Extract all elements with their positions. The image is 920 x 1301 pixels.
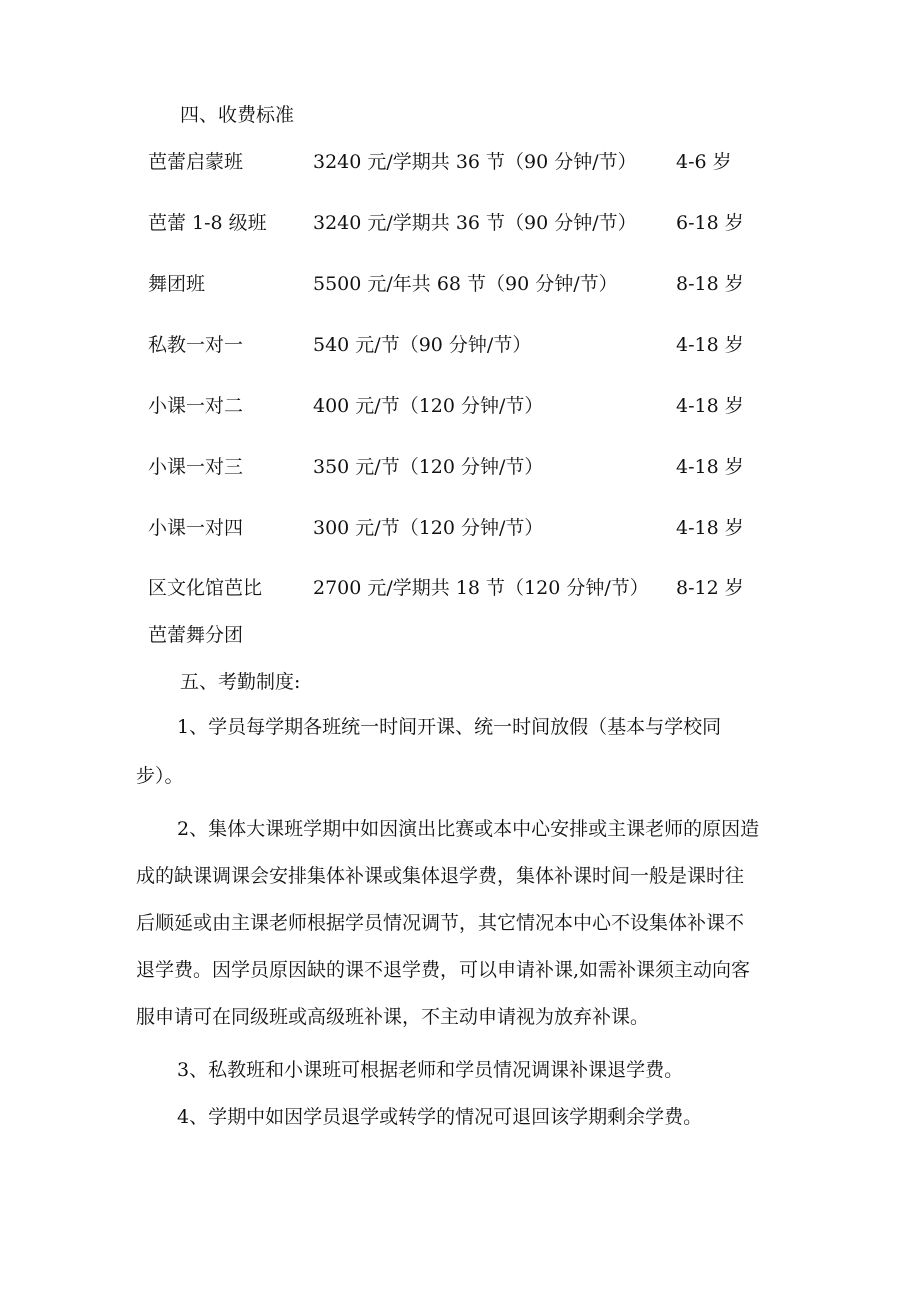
class-price: 300 元/节（120 分钟/节） bbox=[313, 517, 544, 539]
paragraph-line: 后顺延或由主课老师根据学员情况调节，其它情况本中心不设集体补课不 bbox=[136, 912, 745, 934]
class-age: 4-6 岁 bbox=[676, 151, 732, 173]
class-age: 8-18 岁 bbox=[676, 273, 744, 295]
class-price: 540 元/节（90 分钟/节） bbox=[313, 334, 532, 356]
class-price: 2700 元/学期共 18 节（120 分钟/节） bbox=[313, 577, 649, 599]
class-age: 6-18 岁 bbox=[676, 212, 744, 234]
class-name: 小课一对四 bbox=[148, 517, 244, 539]
attendance-section-heading: 五、考勤制度: bbox=[180, 671, 301, 693]
class-price: 3240 元/学期共 36 节（90 分钟/节） bbox=[313, 151, 637, 173]
class-name: 芭蕾启蒙班 bbox=[148, 151, 244, 173]
fee-section-heading: 四、收费标准 bbox=[180, 104, 295, 126]
paragraph-line: 步）。 bbox=[136, 765, 184, 787]
attendance-paragraph-4: 4、学期中如因学员退学或转学的情况可退回该学期剩余学费。 bbox=[177, 1106, 703, 1128]
class-age: 4-18 岁 bbox=[676, 456, 744, 478]
class-price: 5500 元/年共 68 节（90 分钟/节） bbox=[313, 273, 618, 295]
class-name: 私教一对一 bbox=[148, 334, 244, 356]
class-price: 350 元/节（120 分钟/节） bbox=[313, 456, 544, 478]
class-age: 4-18 岁 bbox=[676, 517, 744, 539]
class-name: 芭蕾 1-8 级班 bbox=[148, 212, 267, 234]
paragraph-line: 2、集体大课班学期中如因演出比赛或本中心安排或主课老师的原因造 bbox=[177, 818, 760, 840]
class-age: 8-12 岁 bbox=[676, 577, 744, 599]
attendance-paragraph-3: 3、私教班和小课班可根据老师和学员情况调课补课退学费。 bbox=[177, 1059, 684, 1081]
class-name: 小课一对三 bbox=[148, 456, 244, 478]
class-name: 舞团班 bbox=[148, 273, 206, 295]
class-price: 400 元/节（120 分钟/节） bbox=[313, 395, 544, 417]
paragraph-line: 成的缺课调课会安排集体补课或集体退学费，集体补课时间一般是课时往 bbox=[136, 865, 745, 887]
class-name: 小课一对二 bbox=[148, 395, 244, 417]
class-age: 4-18 岁 bbox=[676, 395, 744, 417]
paragraph-line: 服申请可在同级班或高级班补课，不主动申请视为放弃补课。 bbox=[136, 1006, 650, 1028]
class-age: 4-18 岁 bbox=[676, 334, 744, 356]
class-name-continued: 芭蕾舞分团 bbox=[148, 624, 244, 646]
paragraph-line: 退学费。因学员原因缺的课不退学费，可以申请补课,如需补课须主动向客 bbox=[136, 959, 751, 981]
class-name: 区文化馆芭比 bbox=[148, 577, 263, 599]
class-price: 3240 元/学期共 36 节（90 分钟/节） bbox=[313, 212, 637, 234]
paragraph-line: 1、学员每学期各班统一时间开课、统一时间放假（基本与学校同 bbox=[177, 716, 722, 738]
